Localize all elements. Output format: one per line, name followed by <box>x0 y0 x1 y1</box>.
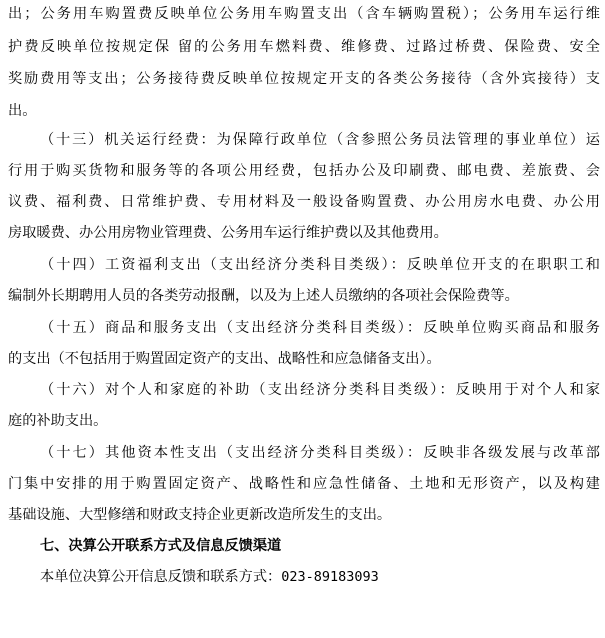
paragraph-line: 编制外长期聘用人员的各类劳动报酬，以及为上述人员缴纳的各项社会保险费等。 <box>8 288 519 304</box>
paragraph-line: （十七）其他资本性支出（支出经济分类科目类级）：反映非各级发展与改革部 <box>40 445 600 461</box>
paragraph-line: （十四）工资福利支出（支出经济分类科目类级）：反映单位开支的在职职工和 <box>40 257 600 273</box>
paragraph-line: 议费、福利费、日常维护费、专用材料及一般设备购置费、办公用房水电费、办公用 <box>8 194 600 210</box>
paragraph-line: （十三）机关运行经费：为保障行政单位（含参照公务员法管理的事业单位）运 <box>40 132 600 148</box>
paragraph-line: 基础设施、大型修缮和财政支持企业更新改造所发生的支出。 <box>8 507 392 523</box>
contact-label: 本单位决算公开信息反馈和联系方式： <box>40 569 282 585</box>
paragraph-line: 出；公务用车购置费反映单位公务用车购置支出（含车辆购置税）；公务用车运行维 <box>8 6 600 22</box>
paragraph-line: 出。 <box>8 103 37 119</box>
contact-phone: 023-89183093 <box>281 569 379 585</box>
paragraph-line: 门集中安排的用于购置固定资产、战略性和应急性储备、土地和无形资产，以及构建 <box>8 476 600 492</box>
section-heading: 七、决算公开联系方式及信息反馈渠道 <box>40 538 282 554</box>
paragraph-line: 行用于购买货物和服务等的各项公用经费，包括办公及印刷费、邮电费、差旅费、会 <box>8 163 600 179</box>
paragraph-line: （十六）对个人和家庭的补助（支出经济分类科目类级）：反映用于对个人和家 <box>40 382 600 398</box>
paragraph-line: 护费反映单位按规定保 留的公务用车燃料费、维修费、过路过桥费、保险费、安全 <box>8 39 600 55</box>
paragraph-line: （十五）商品和服务支出（支出经济分类科目类级）：反映单位购买商品和服务 <box>40 320 600 336</box>
contact-line <box>40 565 600 589</box>
paragraph-line: 的支出（不包括用于购置固定资产的支出、战略性和应急储备支出）。 <box>8 351 441 367</box>
paragraph-line: 庭的补助支出。 <box>8 413 108 429</box>
paragraph-line: 奖励费用等支出；公务接待费反映单位按规定开支的各类公务接待（含外宾接待）支 <box>8 71 600 87</box>
paragraph-line: 房取暖费、办公用房物业管理费、公务用车运行维护费以及其他费用。 <box>8 225 448 241</box>
